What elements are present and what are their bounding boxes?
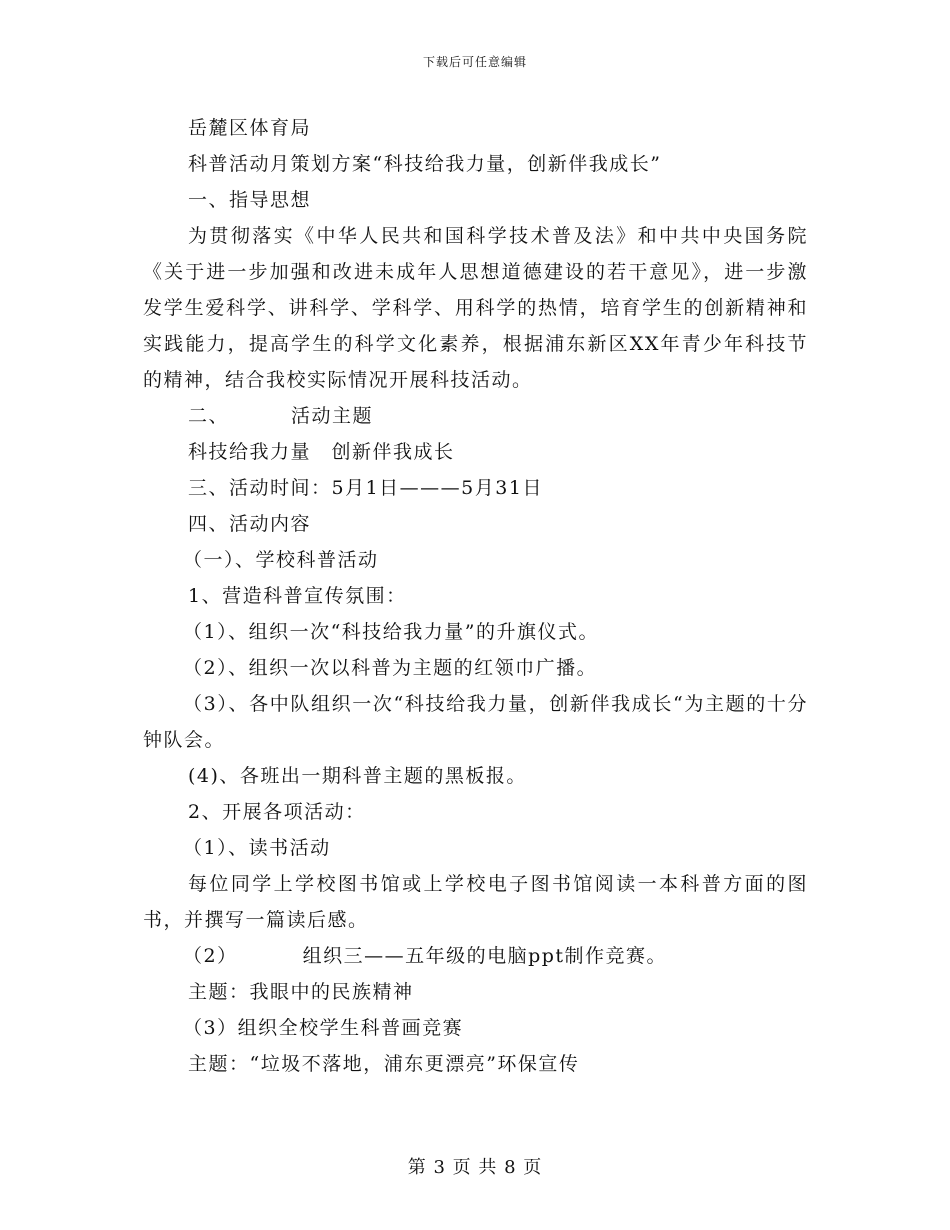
item-2-3: （3）组织全校学生科普画竞赛 <box>183 1017 464 1039</box>
section-4-heading: 四、活动内容 <box>188 513 312 535</box>
item-2-2 <box>143 938 808 974</box>
section-1-paragraph: 为贯彻落实《中华人民共和国科学技术普及法》和中共中央国务院《关于进一步加强和改进未成年人思想道德建设的若干意见》，进一步激发学生爱科学、讲科学、学科学、用科学的热情，培育学生的创新精神和实践能力，提高学生的科学文化素养，根据浦东新区XX年青少年科技节的精神，结合我校实际情况开展科技活动。 <box>143 225 808 391</box>
page-number-footer: 第 3 页 共 8 页 <box>407 1157 543 1178</box>
item-2-2-text: 组织三——五年级的电脑ppt制作竞赛。 <box>302 945 668 967</box>
item-2-3-theme: 主题：“垃圾不落地，浦东更漂亮”环保宣传 <box>188 1053 580 1075</box>
section-2-number: 二、 <box>188 405 230 427</box>
document-body <box>143 110 808 1082</box>
item-1-1: （1）、组织一次“科技给我力量”的升旗仪式。 <box>183 621 600 643</box>
item-2-1-description: 每位同学上学校图书馆或上学校电子图书馆阅读一本科普方面的图书，并撰写一篇读后感。 <box>143 873 808 931</box>
doc-org: 岳麓区体育局 <box>188 117 312 139</box>
item-2-heading: 2、开展各项活动： <box>188 801 366 823</box>
section-3-heading: 三、活动时间：5月1日———5月31日 <box>188 477 543 499</box>
item-2-2-number: （2） <box>183 945 238 967</box>
subsection-1-heading: （一）、学校科普活动 <box>183 549 379 571</box>
section-2-title: 活动主题 <box>291 405 374 427</box>
item-1-3: （3）、各中队组织一次“科技给我力量，创新伴我成长“为主题的十分钟队会。 <box>143 693 808 751</box>
item-2-2-theme: 主题：我眼中的民族精神 <box>188 981 414 1003</box>
item-1-4: (4)、各班出一期科普主题的黑板报。 <box>188 765 527 787</box>
doc-title: 科普活动月策划方案“科技给我力量，创新伴我成长” <box>188 153 662 175</box>
section-1-heading: 一、指导思想 <box>188 189 312 211</box>
item-2-1: （1）、读书活动 <box>183 837 331 859</box>
section-2-heading <box>143 398 808 434</box>
item-1-heading: 1、营造科普宣传氛围： <box>188 585 407 607</box>
activity-theme: 科技给我力量 创新伴我成长 <box>188 441 455 463</box>
page-header-note: 下载后可任意编辑 <box>422 55 527 69</box>
item-1-2: （2）、组织一次以科普为主题的红领巾广播。 <box>183 657 598 679</box>
